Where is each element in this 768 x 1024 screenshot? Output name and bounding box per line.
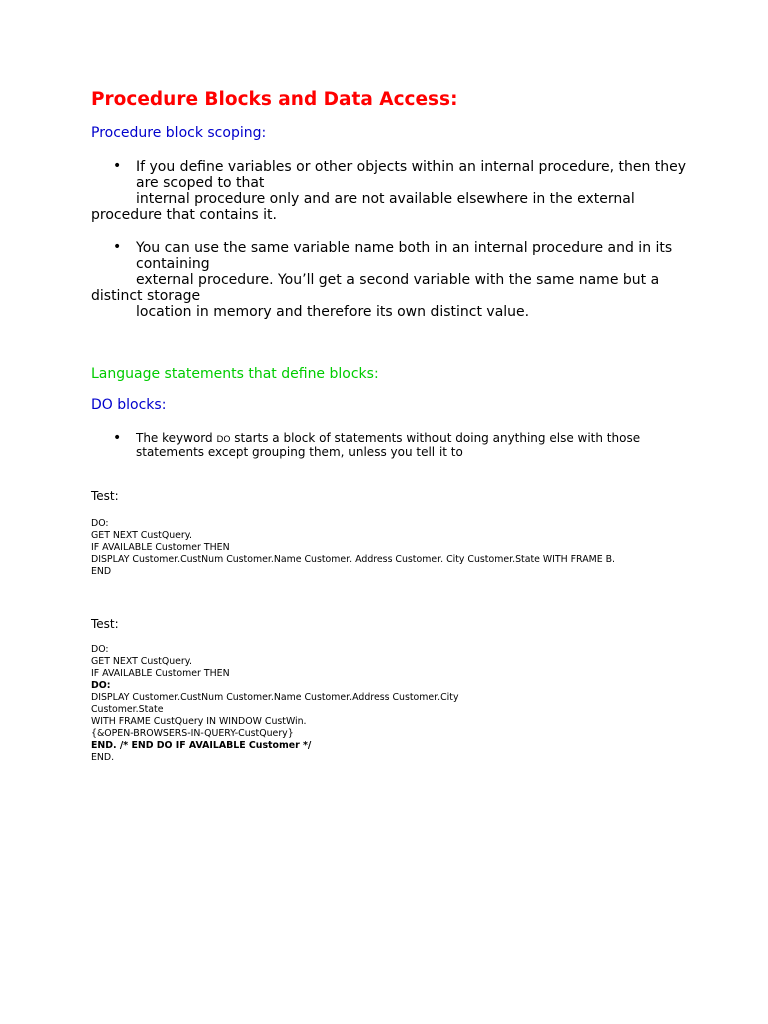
test2-code-line: Customer.State (91, 704, 164, 715)
test2-code-line: END. (91, 752, 115, 763)
test1-code-line: GET NEXT CustQuery. (91, 530, 192, 541)
heading-do-blocks: DO blocks: (91, 397, 167, 413)
bullet2-line3: external procedure. You’ll get a second variable with the same name but a (136, 272, 660, 288)
bullet-dot: • (113, 158, 122, 174)
bullet1-line1: If you define variables or other objects within an internal procedure, then they (136, 159, 687, 175)
test2-code-line: DISPLAY Customer.CustNum Customer.Name Customer.Address Customer.City (91, 692, 459, 703)
test2-label: Test: (91, 617, 119, 631)
bullet-dot: • (113, 430, 122, 446)
test2-code-line: END. /* END DO IF AVAILABLE Customer */ (91, 740, 312, 751)
test2-code-line: IF AVAILABLE Customer THEN (91, 668, 230, 679)
test2-code-line: {&OPEN-BROWSERS-IN-QUERY-CustQuery} (91, 728, 294, 739)
bullet2-line4: distinct storage (91, 288, 201, 304)
bullet2-line1: You can use the same variable name both in an internal procedure and in its (136, 240, 673, 256)
test1-label: Test: (91, 489, 119, 503)
bullet1-line3: internal procedure only and are not available elsewhere in the external (136, 191, 635, 207)
test2-code-line: GET NEXT CustQuery. (91, 656, 192, 667)
page-title: Procedure Blocks and Data Access: (91, 89, 458, 110)
test1-code-line: IF AVAILABLE Customer THEN (91, 542, 230, 553)
do-bullet-line1: The keyword DO starts a block of statements without doing anything else with those (136, 431, 641, 445)
bullet2-line5: location in memory and therefore its own distinct value. (136, 304, 530, 320)
heading-procedure-block-scoping: Procedure block scoping: (91, 125, 267, 141)
test2-code-line: WITH FRAME CustQuery IN WINDOW CustWin. (91, 716, 307, 727)
test2-code-line: DO: (91, 644, 109, 655)
test1-code-line: DISPLAY Customer.CustNum Customer.Name Customer. Address Customer. City Customer.State WITH FRAME B. (91, 554, 616, 565)
test1-code-line: END (91, 566, 112, 577)
bullet-dot: • (113, 239, 122, 255)
bullet1-line2: are scoped to that (136, 175, 265, 191)
bullet2-line2: containing (136, 256, 210, 272)
test2-code-line: DO: (91, 680, 111, 691)
heading-language-statements: Language statements that define blocks: (91, 366, 379, 382)
do-bullet-line2: statements except grouping them, unless you tell it to (136, 445, 463, 459)
test1-code-line: DO: (91, 518, 109, 529)
bullet1-line4: procedure that contains it. (91, 207, 277, 223)
